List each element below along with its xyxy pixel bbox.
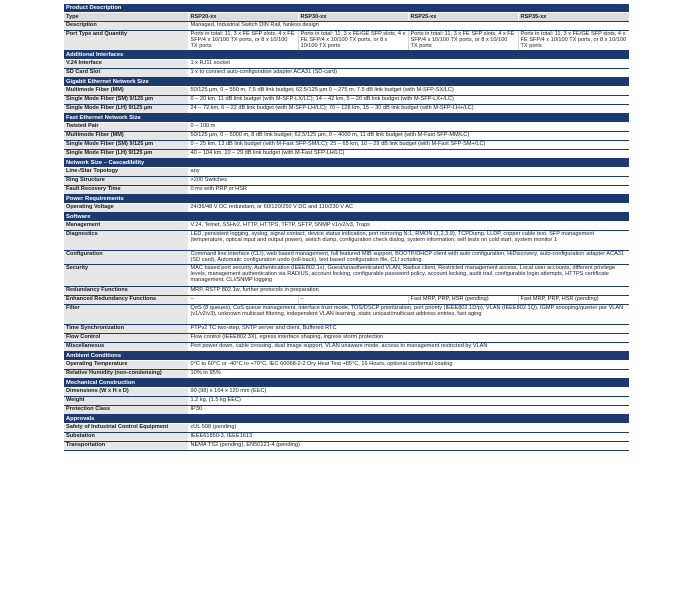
spec-value: Ports in total: 11, 3 x FE/GE SFP slots, 4 x FE SFP/4 x 10/100 TX ports, or 8 x 10/100 TX ports (518, 31, 629, 51)
spec-value: Ports in total: 11, 3 x FE/GE SFP slots, 4 x FE SFP/4 x 10/100 TX ports, or 8 x 10/100 TX ports (298, 31, 408, 51)
spec-value: 0°C to 60°C or -40°C to +70°C, IEC 60068-2-2 Dry Heat Test +85°C, 16 Hours, optional conformal coating (188, 361, 629, 370)
spec-label: Line-/Star Topology (64, 168, 188, 177)
spec-label: Fault Recovery Time (64, 186, 188, 195)
spec-value: 24/36/48 V DC redundant, or 60/120/250 V DC and 110/230 V AC (188, 204, 629, 213)
spec-row (64, 251, 629, 265)
spec-row (64, 60, 629, 69)
spec-value: Managed, Industrial Switch DIN Rail, fanless design (188, 22, 629, 31)
spec-label: Management (64, 222, 188, 231)
spec-label: SD Card Slot (64, 69, 188, 78)
spec-row (64, 168, 629, 177)
spec-row (64, 370, 629, 379)
spec-label: Configuration (64, 251, 188, 265)
spec-value: 1.2 kg, (1.5 kg EEC) (188, 397, 629, 406)
spec-value: 1 x RJ11 socket (188, 60, 629, 69)
spec-row (64, 69, 629, 78)
spec-row (64, 31, 629, 51)
spec-row (64, 123, 629, 132)
spec-row (64, 132, 629, 141)
spec-row (64, 105, 629, 114)
spec-row (64, 87, 629, 96)
spec-value: IP30 (188, 406, 629, 415)
spec-value: >200 Switches (188, 177, 629, 186)
spec-value: cUL 508 (pending) (188, 424, 629, 433)
spec-label: Filter (64, 305, 188, 325)
section-title: Software (64, 213, 629, 222)
section-header (64, 195, 629, 204)
section-header (64, 352, 629, 361)
section-title: Approvals (64, 415, 629, 424)
section-title: Mechanical Construction (64, 379, 629, 388)
section-title: Network Size – Cascadibility (64, 159, 629, 168)
product-name: RSP20-xx (188, 13, 298, 22)
spec-row (64, 433, 629, 442)
spec-label: Weight (64, 397, 188, 406)
spec-label: Single Mode Fiber (SM) 9/125 µm (64, 141, 188, 150)
product-name: RSP25-xx (408, 13, 518, 22)
spec-value: 0 ms with PRP or HSR (188, 186, 629, 195)
spec-row (64, 231, 629, 251)
section-header (64, 4, 629, 13)
section-header (64, 415, 629, 424)
spec-value: 1 x to connect auto-configuration adapter ACA31 (SD-card) (188, 69, 629, 78)
section-header (64, 159, 629, 168)
spec-value: Fast MRP, PRP, HSR (pending) (408, 296, 518, 305)
spec-label: Substation (64, 433, 188, 442)
spec-label: Relative Humidity (non-condensing) (64, 370, 188, 379)
spec-label: Twisted Pair (64, 123, 188, 132)
spec-row (64, 305, 629, 325)
spec-label: Single Mode Fiber (LH) 9/125 µm (64, 150, 188, 159)
section-title: Additional Interfaces (64, 51, 629, 60)
spec-label: Miscellaneous (64, 343, 188, 352)
spec-label: Enhanced Redundancy Functions (64, 296, 188, 305)
spec-row (64, 177, 629, 186)
spec-value: MAC based port security, Authentication (IEEE802.1x), Guest/unauthenticated VLAN, Radius client, Restricted management access, Local user accounts, different privilege levels, management authentication via RADIUS, account locking, configurable password policy, account locking, audit trail, configurable login attempts, HTTPS certificate management, CLI/SNMP logging (188, 265, 629, 287)
spec-label: Description (64, 22, 188, 31)
spec-label: Transportation (64, 442, 188, 451)
spec-value: NEMA TS2 (pending), EN50121-4 (pending) (188, 442, 629, 451)
spec-row (64, 222, 629, 231)
spec-row (64, 287, 629, 296)
spec-value: 90 (98) x 164 x 120 mm (EEC) (188, 388, 629, 397)
spec-row (64, 424, 629, 433)
section-header (64, 213, 629, 222)
spec-row (64, 96, 629, 105)
spec-row (64, 406, 629, 415)
spec-value: 50/125 µm, 0 – 5000 m, 8 dB link budget; 62.5/125 µm, 0 – 4000 m, 11 dB link budget (with M-Fast SFP-MM/LC) (188, 132, 629, 141)
section-title: Power Requirements (64, 195, 629, 204)
spec-value: MRP, RSTP 802.1w, further protocols in preparation (188, 287, 629, 296)
spec-value: any (188, 168, 629, 177)
spec-value: Fast MRP, PRP, HSR (pending) (518, 296, 629, 305)
spec-row (64, 325, 629, 334)
spec-row (64, 442, 629, 451)
spec-value: LED, persistent logging, syslog, signal contact, device status indication, port mirroring N:1, RMON (1,2,3,9), TCPDump, LLDP, copper cable test, SFP management (temperature, optical input and output power), switch dump, configuration check dialog, system information, self tests on cold start, system monitor 1 (188, 231, 629, 251)
section-title: Product Description (64, 4, 629, 13)
spec-value: – (188, 296, 298, 305)
type-row (64, 13, 629, 22)
section-header (64, 379, 629, 388)
spec-label: Operating Voltage (64, 204, 188, 213)
spec-value: PTPv2 TC two-step, SNTP server and client, Buffered RTC (188, 325, 629, 334)
type-label: Type (64, 13, 188, 22)
spec-row (64, 296, 629, 305)
product-name: RSP35-xx (518, 13, 629, 22)
spec-row (64, 388, 629, 397)
spec-value: – (298, 296, 408, 305)
spec-label: Redundancy Functions (64, 287, 188, 296)
spec-label: Security (64, 265, 188, 287)
spec-label: Single Mode Fiber (SM) 9/125 µm (64, 96, 188, 105)
spec-label: Single Mode Fiber (LH) 9/125 µm (64, 105, 188, 114)
spec-value: 40 – 104 km, 10 – 29 dB link budget (with M-Fast SFP-LH/LC) (188, 150, 629, 159)
section-title: Gigabit Ethernet Network Size (64, 78, 629, 87)
spec-value: Command line interface (CLI), web based management, full featured MIB support, BOOTP/DHCP client with auto configuration, HiDiscovery, auto-configuration adapter ACA31 (SD card), Automatic configuration undo (roll-back), text based configuration file, CLI scripting (188, 251, 629, 265)
spec-value: Flow control (IEEE802.3X), egress interface shaping, ingress storm protection (188, 334, 629, 343)
spec-value: Ports in total: 11, 3 x FE SFP slots, 4 x FE SFP/4 x 10/100 TX ports, or 8 x 10/100 TX ports (188, 31, 298, 51)
spec-row (64, 265, 629, 287)
spec-value: V.24, Telnet, SSHv2, HTTP, HTTPS, TFTP, SFTP, SNMP v1/v2/v3, Traps (188, 222, 629, 231)
spec-value: 10% to 95% (188, 370, 629, 379)
spec-label: Diagnostics (64, 231, 188, 251)
spec-label: Multimode Fiber (MM) (64, 87, 188, 96)
spec-label: Operating Temperature (64, 361, 188, 370)
spec-value: Ports in total: 11, 3 x FE SFP slots, 4 x FE SFP/4 x 10/100 TX ports, or 8 x 10/100 TX ports (408, 31, 518, 51)
spec-label: Flow Control (64, 334, 188, 343)
spec-value: IEEE61850-3, IEEE1613 (188, 433, 629, 442)
spec-row (64, 343, 629, 352)
spec-value: QoS (8 queues), CoS queue management, interface trust mode, TOS/DSCP prioritization, port priority (IEEE802.1D/p), VLAN (IEEE802.1Q), IGMP snooping/querier per VLAN (v1/v2/v3), unknown multicast filtering, independent VLAN learning, static unicast/multicast address entries, fast aging (188, 305, 629, 325)
spec-row (64, 141, 629, 150)
spec-row (64, 22, 629, 31)
section-header (64, 78, 629, 87)
section-title: Ambient Conditions (64, 352, 629, 361)
spec-row (64, 361, 629, 370)
spec-row (64, 204, 629, 213)
spec-row (64, 397, 629, 406)
spec-label: Safety of Industrial Control Equipment (64, 424, 188, 433)
spec-value: 50/125 µm, 0 – 550 m, 7.5 dB link budget; 62.5/125 µm 0 – 275 m, 7.5 dB link budget (with M-SFP-SX/LC) (188, 87, 629, 96)
spec-label: Ring Structure (64, 177, 188, 186)
spec-row (64, 150, 629, 159)
spec-value: 0 – 100 m (188, 123, 629, 132)
section-header (64, 114, 629, 123)
spec-label: Time Synchronization (64, 325, 188, 334)
spec-value: Port power down, cable crossing, dual image support, VLAN unaware mode, access to management restricted by VLAN (188, 343, 629, 352)
spec-table (64, 4, 629, 451)
product-name: RSP30-xx (298, 13, 408, 22)
spec-label: Multimode Fiber (MM) (64, 132, 188, 141)
section-header (64, 51, 629, 60)
section-title: Fast Ethernet Network Size (64, 114, 629, 123)
spec-row (64, 186, 629, 195)
spec-sheet (64, 4, 629, 451)
spec-label: Dimensions (W x H x D) (64, 388, 188, 397)
spec-value: 0 – 20 km, 11 dB link budget (with M-SFP-LX/LC); 14 – 42 km, 5 – 20 dB link budget (with M-SFP-LX+/LC) (188, 96, 629, 105)
spec-value: 0 – 25 km, 13 dB link budget (with M-Fast SFP-SM/LC); 25 – 65 km, 10 – 29 dB link budget (with M-Fast SFP-SM+/LC) (188, 141, 629, 150)
spec-row (64, 334, 629, 343)
spec-label: Port Type and Quantity (64, 31, 188, 51)
spec-label: V.24 Interface (64, 60, 188, 69)
spec-label: Protection Class (64, 406, 188, 415)
spec-value: 24 – 72 km, 6 – 22 dB link budget (with M-SFP-LH/LC); 70 – 128 km, 15 – 30 dB link budget (with M-SFP-LH+/LC) (188, 105, 629, 114)
